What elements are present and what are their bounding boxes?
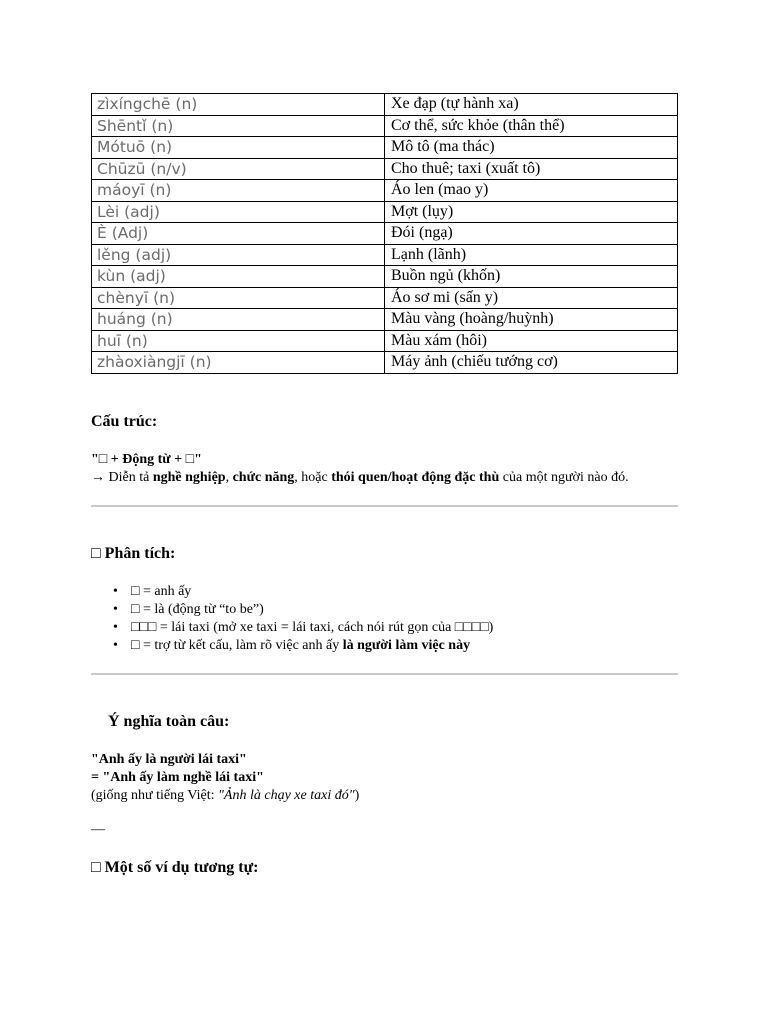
- structure-formula: "□ + Động từ + □": [91, 452, 202, 467]
- desc-text: ,: [225, 470, 233, 485]
- pinyin-cell: lěng (adj): [92, 244, 385, 266]
- meaning-block: [91, 751, 359, 805]
- meaning-italic: "Ảnh là chạy xe taxi đó": [218, 788, 355, 803]
- list-item-text: □ = trợ từ kết cấu, làm rõ việc anh ấy: [131, 638, 343, 653]
- table-row: [92, 266, 678, 288]
- pinyin-cell: zìxíngchē (n): [92, 94, 385, 116]
- table-row: [92, 352, 678, 374]
- meaning-cell: Màu xám (hôi): [385, 330, 678, 352]
- table-row: [92, 158, 678, 180]
- meaning-cell: Lạnh (lãnh): [385, 244, 678, 266]
- desc-bold-habit: thói quen/hoạt động đặc thù: [331, 470, 500, 485]
- pinyin-cell: È (Adj): [92, 223, 385, 245]
- vocabulary-table: [91, 93, 678, 374]
- desc-bold-function: chức năng: [232, 470, 295, 485]
- table-row: [92, 309, 678, 331]
- table-row: [92, 201, 678, 223]
- meaning-cell: Mô tô (ma thác): [385, 137, 678, 159]
- table-row: [92, 180, 678, 202]
- meaning-cell: Cơ thể, sức khỏe (thân thể): [385, 115, 678, 137]
- pinyin-cell: máoyī (n): [92, 180, 385, 202]
- meaning-line-2: = "Anh ấy làm nghề lái taxi": [91, 770, 264, 785]
- table-row: [92, 330, 678, 352]
- pinyin-cell: Chūzū (n/v): [92, 158, 385, 180]
- list-item-text: □ = anh ấy: [131, 584, 192, 599]
- meaning-cell: Áo sơ mi (sấn y): [385, 287, 678, 309]
- desc-text: , hoặc: [294, 470, 332, 485]
- table-row: [92, 94, 678, 116]
- meaning-line-3: [91, 788, 359, 803]
- meaning-cell: Mợt (lụy): [385, 201, 678, 223]
- meaning-cell: Cho thuê; taxi (xuất tô): [385, 158, 678, 180]
- pinyin-cell: Shēntǐ (n): [92, 115, 385, 137]
- analysis-heading: □ Phân tích:: [91, 545, 176, 562]
- divider: [91, 505, 678, 507]
- list-item: [131, 619, 493, 637]
- arrow-glyph: →: [91, 470, 105, 485]
- meaning-text: (giống như tiếng Việt:: [91, 788, 219, 803]
- pinyin-cell: huī (n): [92, 330, 385, 352]
- desc-text: Diễn tả: [105, 470, 153, 485]
- table-row: [92, 137, 678, 159]
- meaning-line-1: "Anh ấy là người lái taxi": [91, 752, 247, 767]
- desc-bold-profession: nghề nghiệp: [152, 470, 226, 485]
- list-item: [131, 601, 493, 619]
- table-row: [92, 115, 678, 137]
- meaning-cell: Áo len (mao y): [385, 180, 678, 202]
- separator-dash: —: [91, 822, 105, 837]
- list-item-text: □□□ = lái taxi (mở xe taxi = lái taxi, cách nói rút gọn của □□□□): [131, 620, 494, 635]
- list-item-bold: là người làm việc này: [342, 638, 471, 653]
- list-item: [131, 637, 493, 655]
- meaning-cell: Xe đạp (tự hành xa): [385, 94, 678, 116]
- table-row: [92, 287, 678, 309]
- meaning-cell: Buồn ngủ (khốn): [385, 266, 678, 288]
- structure-description: [91, 470, 629, 486]
- pinyin-cell: kùn (adj): [92, 266, 385, 288]
- pinyin-cell: Lèi (adj): [92, 201, 385, 223]
- desc-text: của một người nào đó.: [499, 470, 629, 485]
- table-row: [92, 223, 678, 245]
- meaning-text: ): [354, 788, 360, 803]
- table-row: [92, 244, 678, 266]
- analysis-list: [91, 583, 493, 655]
- pinyin-cell: chènyī (n): [92, 287, 385, 309]
- meaning-cell: Máy ảnh (chiếu tướng cơ): [385, 352, 678, 374]
- list-item-text: □ = là (động từ “to be”): [131, 602, 264, 617]
- pinyin-cell: huáng (n): [92, 309, 385, 331]
- meaning-cell: Đói (ngạ): [385, 223, 678, 245]
- meaning-cell: Màu vàng (hoàng/huỳnh): [385, 309, 678, 331]
- pinyin-cell: Mótuō (n): [92, 137, 385, 159]
- structure-heading: Cấu trúc:: [91, 413, 158, 430]
- pinyin-cell: zhàoxiàngjī (n): [92, 352, 385, 374]
- divider: [91, 673, 678, 675]
- meaning-heading: Ý nghĩa toàn câu:: [108, 713, 230, 730]
- list-item: [131, 583, 493, 601]
- examples-heading: □ Một số ví dụ tương tự:: [91, 859, 259, 876]
